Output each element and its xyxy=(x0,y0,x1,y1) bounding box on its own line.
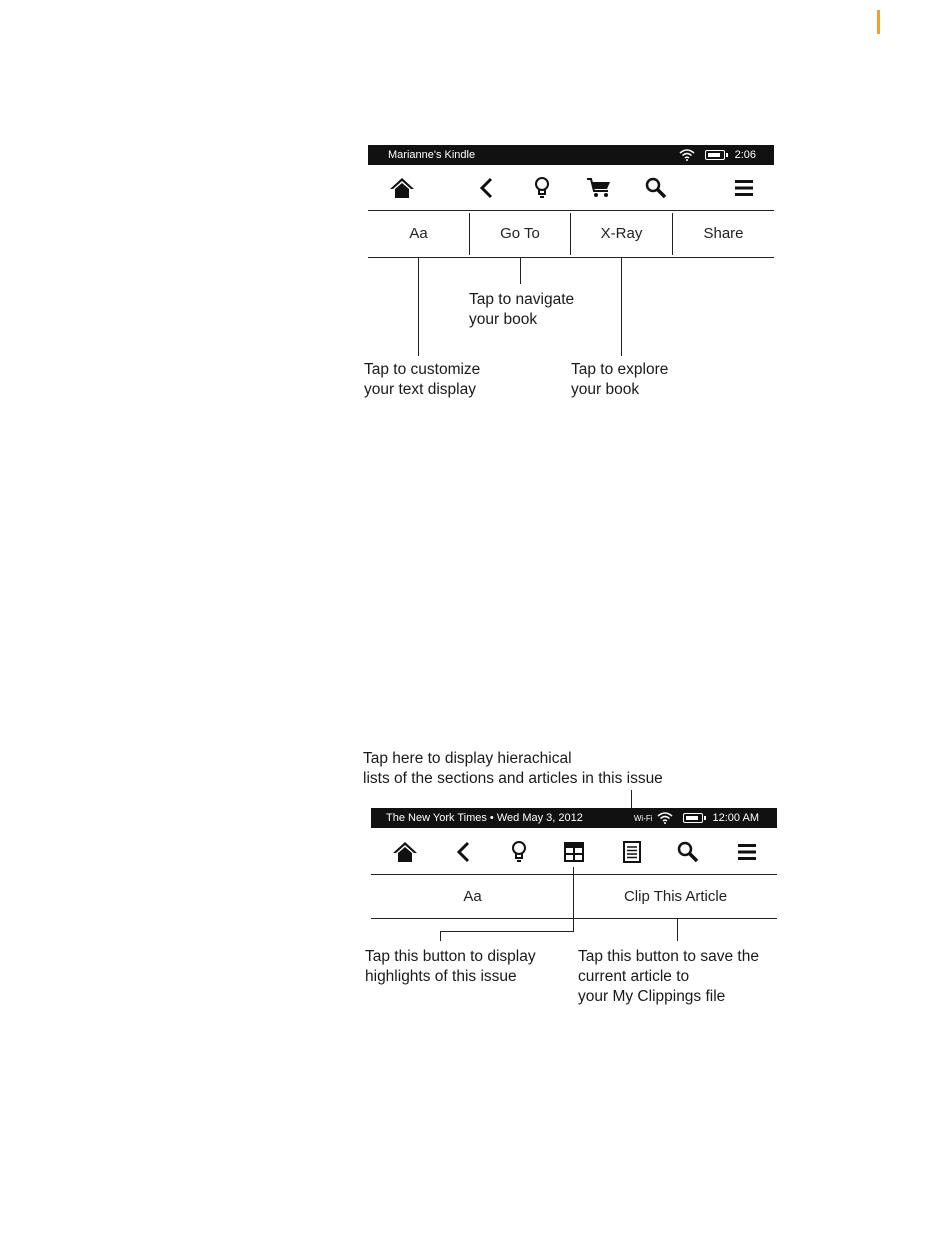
callout-clip: Tap this button to save the current article to your My Clippings file xyxy=(578,948,759,1005)
home-icon[interactable] xyxy=(388,832,422,872)
periodical-title: The New York Times • Wed May 3, 2012 xyxy=(386,812,583,824)
search-icon[interactable] xyxy=(671,832,705,872)
callout-go-to: Tap to navigate your book xyxy=(469,291,575,328)
callout-leader-highlights xyxy=(440,931,574,932)
search-icon[interactable] xyxy=(639,168,673,208)
battery-icon xyxy=(683,813,703,823)
tab-go-to[interactable]: Go To xyxy=(500,225,540,242)
tab-bar-bottom-line xyxy=(371,918,777,919)
callout-leader-highlights xyxy=(440,931,441,941)
battery-icon xyxy=(705,150,725,160)
callout-highlights: Tap this button to display highlights of this issue xyxy=(365,948,536,985)
tab-clip-this-article[interactable]: Clip This Article xyxy=(623,888,728,905)
menu-icon[interactable] xyxy=(730,832,764,872)
callout-leader-sections xyxy=(631,790,632,808)
light-bulb-icon[interactable] xyxy=(502,832,536,872)
periodical-toolbar xyxy=(371,832,777,872)
callout-leader-clip xyxy=(677,919,678,941)
back-icon[interactable] xyxy=(469,168,503,208)
status-bar xyxy=(371,808,777,828)
callout-sections: Tap here to display hierachical lists of the sections and articles in this issue xyxy=(363,750,663,787)
tab-x-ray[interactable]: X-Ray xyxy=(600,225,643,242)
callout-leader-aa xyxy=(418,258,419,356)
callout-leader-highlights xyxy=(573,867,574,931)
callout-x-ray: Tap to explore your book xyxy=(571,361,669,398)
callout-aa: Tap to customize your text display xyxy=(364,361,481,398)
page-edge-marker xyxy=(877,10,880,34)
list-icon[interactable] xyxy=(615,832,649,872)
tab-bar-bottom-line xyxy=(368,257,774,258)
light-bulb-icon[interactable] xyxy=(525,168,559,208)
status-time: 2:06 xyxy=(734,149,756,161)
wifi-icon xyxy=(657,812,673,824)
wifi-label: Wi-Fi xyxy=(633,813,653,823)
callout-leader-go-to xyxy=(520,258,521,284)
home-icon[interactable] xyxy=(385,168,419,208)
status-bar xyxy=(368,145,774,165)
back-icon[interactable] xyxy=(446,832,480,872)
tab-aa[interactable]: Aa xyxy=(409,225,428,242)
status-time: 12:00 AM xyxy=(712,812,759,824)
callout-leader-x-ray xyxy=(621,258,622,356)
menu-icon[interactable] xyxy=(727,168,761,208)
device-name: Marianne's Kindle xyxy=(388,149,476,161)
tab-share[interactable]: Share xyxy=(703,225,744,242)
tab-aa[interactable]: Aa xyxy=(463,888,482,905)
wifi-icon xyxy=(679,149,695,161)
cart-icon[interactable] xyxy=(582,168,616,208)
reading-toolbar xyxy=(368,168,774,208)
grid-icon[interactable] xyxy=(557,832,591,872)
